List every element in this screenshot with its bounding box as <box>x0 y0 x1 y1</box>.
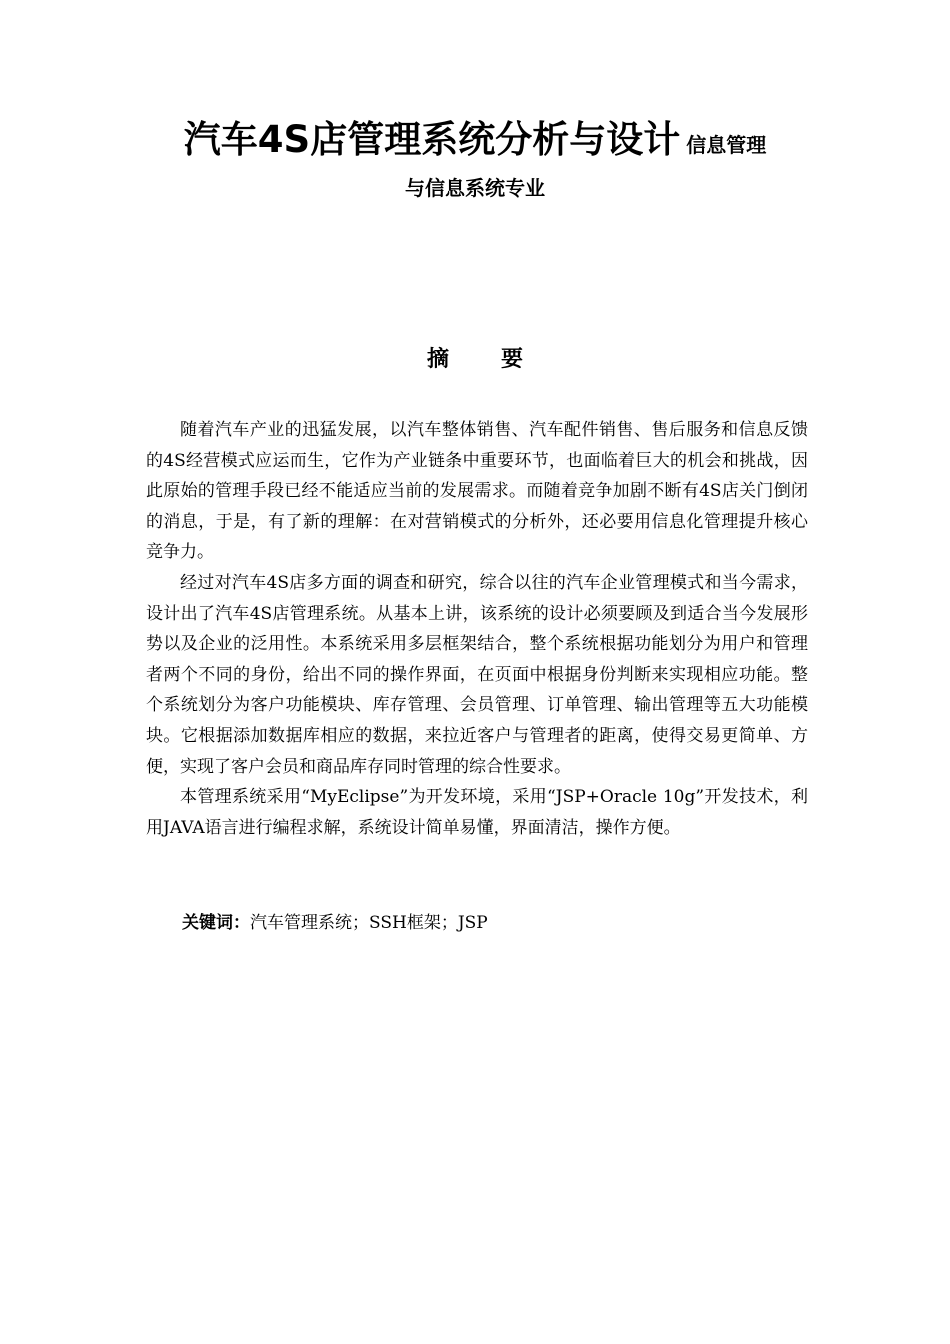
keywords-label: 关键词： <box>182 913 250 933</box>
keywords-value: 汽车管理系统；SSH框架；JSP <box>250 913 488 933</box>
abstract-paragraph-1: 随着汽车产业的迅猛发展，以汽车整体销售、汽车配件销售、售后服务和信息反馈的4S经营模式应运而生，它作为产业链条中重要环节，也面临着巨大的机会和挑战，因此原始的管理手段已经不能适应当前的发展需求。而随着竞争加剧不断有4S店关门倒闭的消息，于是，有了新的理解：在对营销模式的分析外，还必要用信息化管理提升核心竞争力。 <box>146 420 808 563</box>
abstract-body <box>146 415 808 843</box>
abstract-heading-char-1: 摘 <box>426 347 449 372</box>
document-title: 汽车4S店管理系统分析与设计 <box>183 118 681 161</box>
title-line <box>120 112 830 175</box>
abstract-paragraph-2: 经过对汽车4S店多方面的调查和研究，综合以往的汽车企业管理模式和当今需求，设计出了汽车4S店管理系统。从基本上讲，该系统的设计必须要顾及到适合当今发展形势以及企业的泛用性。本系统采用多层框架结合，整个系统根据功能划分为用户和管理者两个不同的身份，给出不同的操作界面，在页面中根据身份判断来实现相应功能。整个系统划分为客户功能模块、库存管理、会员管理、订单管理、输出管理等五大功能模块。它根据添加数据库相应的数据，来拉近客户与管理者的距离，使得交易更简单、方便，实现了客户会员和商品库存同时管理的综合性要求。 <box>146 572 808 777</box>
keywords-line <box>182 908 488 938</box>
abstract-paragraph-3: 本管理系统采用“MyEclipse”为开发环境，采用“JSP+Oracle 10g”开发技术，利用JAVA语言进行编程求解，系统设计简单易懂，界面清洁，操作方便。 <box>146 787 808 838</box>
title-block <box>120 112 830 201</box>
major-name-part2: 与信息系统专业 <box>405 176 545 200</box>
abstract-heading-char-2: 要 <box>501 347 524 372</box>
abstract-heading <box>0 342 950 373</box>
major-name-part1: 信息管理 <box>686 133 767 157</box>
